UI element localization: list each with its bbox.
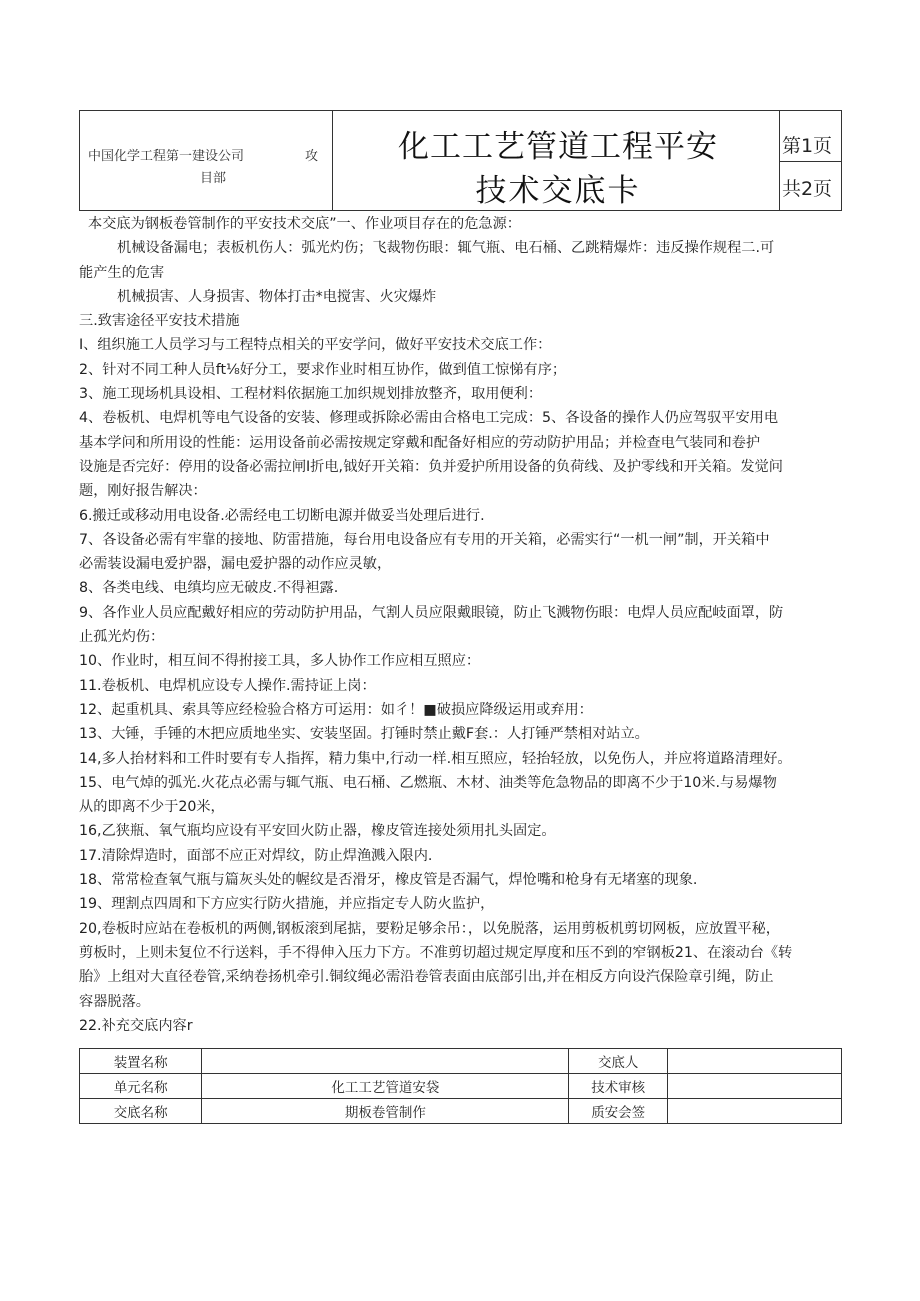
- label-cell: 装置名称: [80, 1049, 202, 1074]
- signoff-table: [79, 1048, 842, 1124]
- body-line: 能产生的危害: [79, 264, 165, 281]
- body-line: 14,多人抬材料和工件时要有专人指挥，精力集中,行动一样.相互照应，轻抬轻放，以免伤人，并应将道路清理好。: [79, 750, 792, 767]
- body-line: 机械设备漏电；表板机伤人：弧光灼伤；飞裁物伤眼：辄气瓶、电石桶、乙跳精爆炸：违反操作规程二.可: [117, 240, 775, 257]
- label-cell: 单元名称: [80, 1074, 202, 1099]
- body-line: 8、各类电线、电缜均应无破皮.不得袒露.: [79, 580, 339, 597]
- body-line: 三.致害途径平安技术措施: [79, 313, 240, 330]
- body-line: 题，刚好报告解决：: [79, 483, 207, 500]
- value-cell: [667, 1099, 841, 1124]
- body-line: 2、针对不同工种人员ft⅛好分工，要求作业时相互协作，做到值工惊悌有序；: [79, 361, 567, 378]
- label-cell: 交底名称: [80, 1099, 202, 1124]
- body-line: 19、理割点四周和下方应实行防火措施，并应指定专人防火监护，: [79, 896, 495, 913]
- header-table: [79, 110, 842, 211]
- label-cell: 交底人: [569, 1049, 668, 1074]
- body-line: 15、电气焯的弧光.火花点必需与辄气瓶、电石桶、乙燃瓶、木材、油类等危急物品的即离不少于10米.与易爆物: [79, 774, 777, 791]
- body-line: 13、大锤，手锤的木把应质地坐实、安装坚固。打锤时禁止戴F套.：人打锤严禁相对站立。: [79, 726, 649, 743]
- title-cell: [333, 111, 780, 210]
- value-cell: [202, 1049, 569, 1074]
- body-line: 12、起重机具、索具等应经检验合格方可运用：如彳！■破损应降级运用或弃用：: [79, 701, 593, 718]
- body-line: 20,卷板时应站在卷板机的两侧,钢板滚到尾掂，要粉足够余吊：，以免脱落，运用剪板机剪切网板，应放置平秘，: [79, 920, 780, 937]
- body-line: 22.补充交底内容r: [79, 1017, 193, 1034]
- body-line: 止孤光灼伤：: [79, 629, 165, 646]
- page-cell: [780, 111, 841, 210]
- body-text: [79, 212, 844, 1038]
- company-name: 中国化学工程第一建设公司: [88, 149, 245, 164]
- body-line: 胎》上组对大直径卷管,采纳卷扬机牵引.铜纹绳必需沿卷管表面由底部引出,并在相反方向设汽保险章引绳，防止: [79, 969, 774, 986]
- body-line: 11.卷板机、电焊机应设专人操作.需持证上岗：: [79, 677, 376, 694]
- value-cell: [667, 1074, 841, 1099]
- body-line: 本交底为钢板卷管制作的平安技术交底”一、作业项目存在的危急源：: [88, 216, 521, 232]
- body-line: 6.搬迁或移动用电设备.必需经电工切断电源并做妥当处理后进行.: [79, 507, 485, 524]
- body-line: 从的即离不少于20米，: [79, 799, 225, 816]
- body-line: 7、各设备必需有牢靠的接地、防雷措施，每台用电设备应有专用的开关箱，必需实行“一机一闸”制，开关箱中: [79, 531, 770, 548]
- body-line: 17.清除焊造时，面部不应正对焊纹，防止焊渔溅入限内.: [79, 847, 433, 864]
- body-line: 4、卷板机、电焊机等电气设备的安装、修理或拆除必需由合格电工完成：5、各设备的操作人仍应驾驭平安用电: [79, 410, 779, 427]
- company-suffix: 攻: [305, 149, 319, 164]
- body-line: 3、施工现场机具设相、工程材料依据施工加织规划排放整齐，取用便利：: [79, 386, 543, 403]
- value-cell: 期板卷管制作: [202, 1099, 569, 1124]
- company-line2: 目部: [200, 171, 227, 186]
- label-cell: 质安会签: [569, 1099, 668, 1124]
- doc-title-line2: 技术交底卡: [475, 173, 641, 209]
- body-line: 9、各作业人员应配戴好相应的劳动防护用品，气割人员应限戴眼镜，防止飞溅物伤眼：电焊人员应配岐面罩，防: [79, 604, 784, 621]
- body-line: 必需装设漏电爱护器，漏电爱护器的动作应灵敏，: [79, 556, 392, 573]
- page-current: 第1页: [781, 135, 833, 157]
- table-row: [80, 1074, 842, 1099]
- table-row: [80, 1049, 842, 1074]
- body-line: 剪板时，上则未复位不行送料，手不得伸入压力下方。不准剪切超过规定厚度和压不到的窄钢板21、在滚动台《转: [79, 944, 793, 961]
- value-cell: 化工工艺管道安袋: [202, 1074, 569, 1099]
- body-line: I、组织施工人员学习与工程特点相关的平安学问，做好平安技术交底工作：: [79, 337, 552, 354]
- body-line: 16,乙狭瓶、氧气瓶均应设有平安回火防止器，橡皮管连接处须用扎头固定。: [79, 823, 556, 840]
- company-cell: [80, 111, 333, 210]
- body-line: 18、常常检查氧气瓶与篇灰头处的幄纹是否滑牙，橡皮管是否漏气，焊怆嘴和枪身有无堵塞的现象.: [79, 872, 698, 889]
- body-line: 10、作业时，相互间不得拊接工具，多人协作工作应相互照应：: [79, 653, 481, 670]
- body-line: 机械损害、人身损害、物体打击*电搅害、火灾爆炸: [117, 288, 437, 305]
- body-line: 设施是否完好：停用的设备必需拉闸I折电,钺好开关箱：负并爱护所用设备的负荷线、及护零线和开关箱。发觉问: [79, 458, 783, 475]
- body-line: 容器脱落。: [79, 993, 150, 1010]
- table-row: [80, 1099, 842, 1124]
- body-line: 基本学问和所用设的性能：运用设备前必需按规定穿戴和配备好相应的劳动防护用品；并检查电气装同和卷护: [79, 434, 761, 451]
- page-total: 共2页: [781, 178, 833, 200]
- label-cell: 技术审核: [569, 1074, 668, 1099]
- doc-title-line1: 化工工艺管道工程平安: [398, 129, 718, 165]
- value-cell: [667, 1049, 841, 1074]
